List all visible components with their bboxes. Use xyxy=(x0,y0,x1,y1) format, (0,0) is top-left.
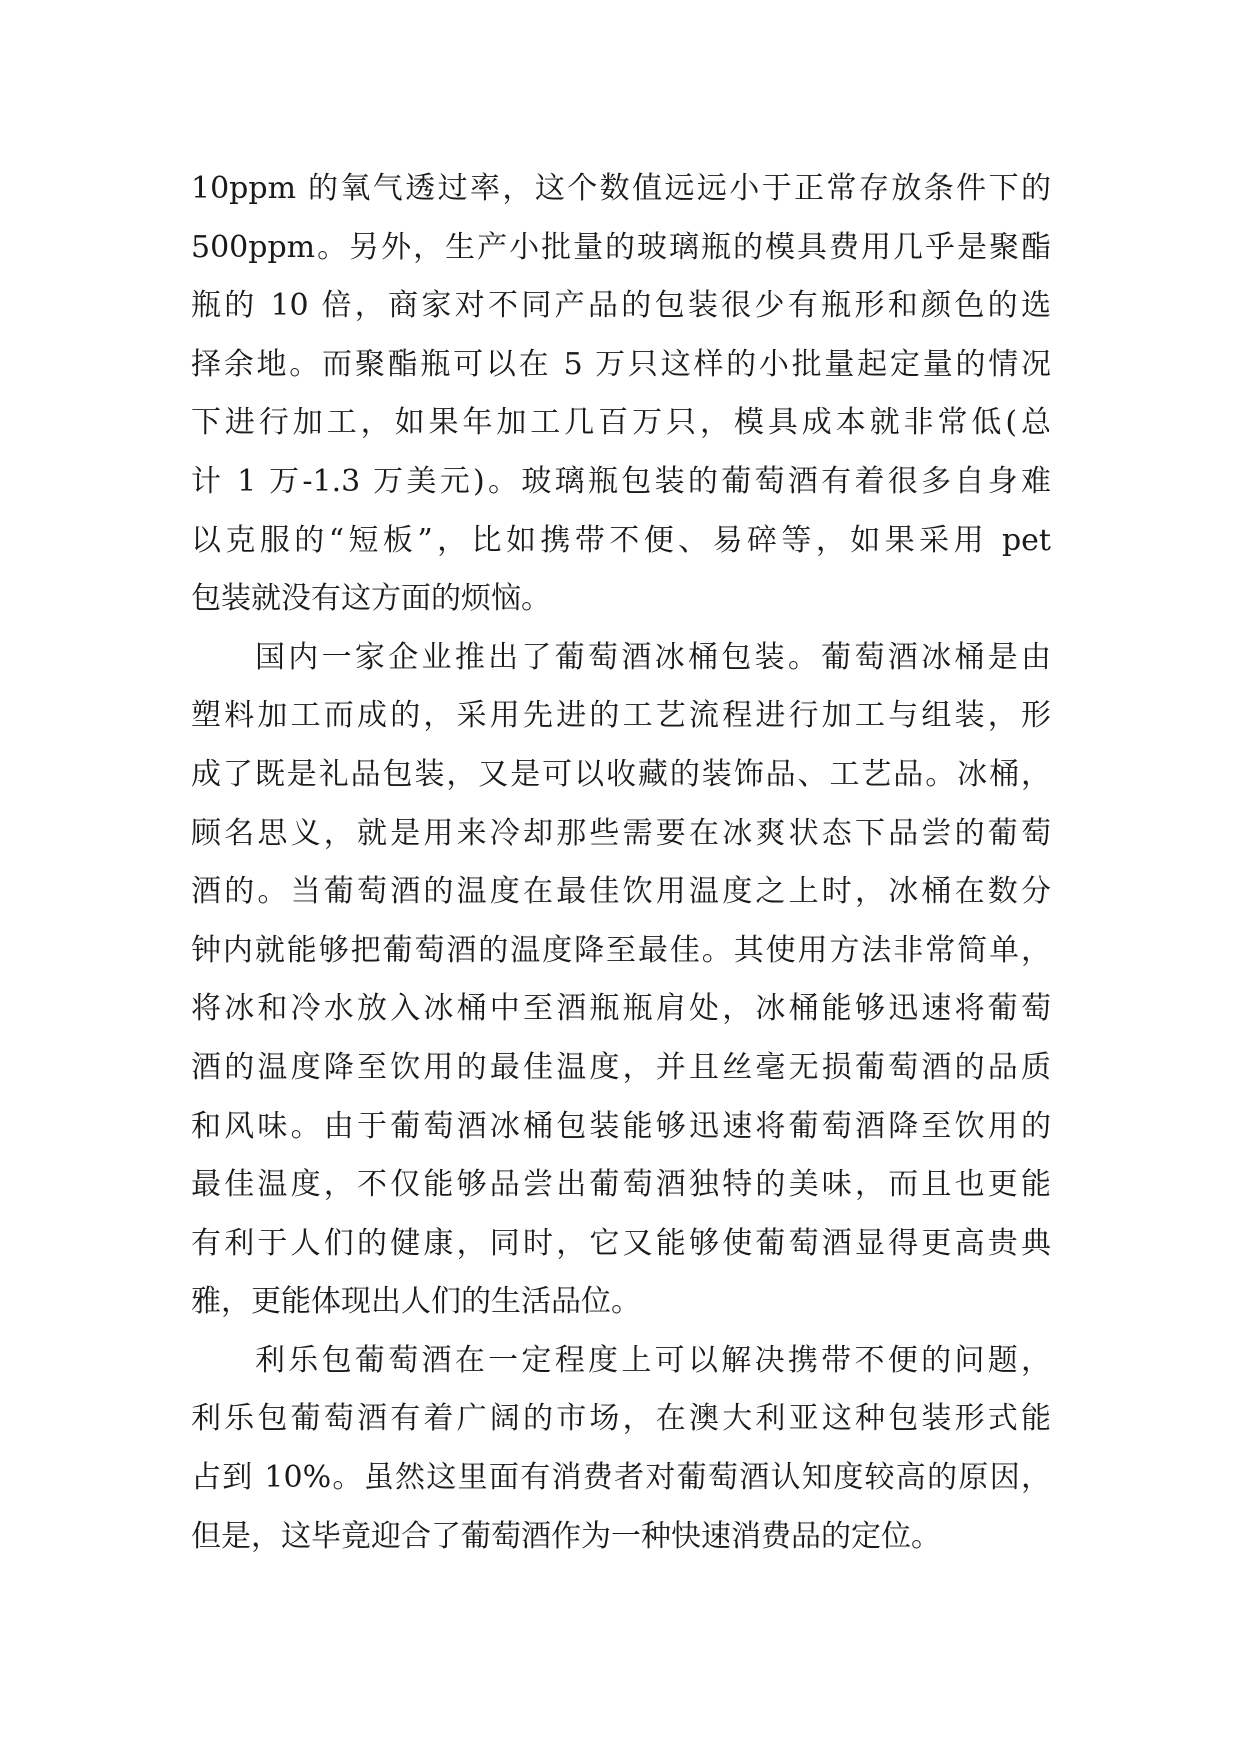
text-line: 择余地。而聚酯瓶可以在 5 万只这样的小批量起定量的情况 xyxy=(191,346,1051,382)
text-line: 酒的温度降至饮用的最佳温度，并且丝毫无损葡萄酒的品质 xyxy=(191,1049,1051,1085)
text-line: 以克服的“短板”，比如携带不便、易碎等，如果采用 pet xyxy=(191,522,1051,558)
text-line: 计 1 万-1.3 万美元)。玻璃瓶包装的葡萄酒有着很多自身难 xyxy=(191,463,1051,499)
paragraph-3 xyxy=(191,1332,1051,1566)
text-line: 500ppm。另外，生产小批量的玻璃瓶的模具费用几乎是聚酯 xyxy=(191,229,1051,265)
paragraph-1 xyxy=(191,160,1051,629)
text-line: 顾名思义，就是用来冷却那些需要在冰爽状态下品尝的葡萄 xyxy=(191,815,1051,851)
text-line: 将冰和冷水放入冰桶中至酒瓶瓶肩处，冰桶能够迅速将葡萄 xyxy=(191,991,1051,1027)
text-line: 利乐包葡萄酒有着广阔的市场，在澳大利亚这种包装形式能 xyxy=(191,1401,1051,1437)
text-line: 10ppm 的氧气透过率，这个数值远远小于正常存放条件下的 xyxy=(191,171,1051,206)
text-line: 和风味。由于葡萄酒冰桶包装能够迅速将葡萄酒降至饮用的 xyxy=(191,1108,1051,1144)
text-line: 钟内就能够把葡萄酒的温度降至最佳。其使用方法非常简单， xyxy=(191,932,1051,968)
text-line: 最佳温度，不仅能够品尝出葡萄酒独特的美味，而且也更能 xyxy=(191,1167,1051,1203)
text-line: 雅，更能体现出人们的生活品位。 xyxy=(191,1284,641,1320)
paragraph-2 xyxy=(191,629,1051,1332)
document-body xyxy=(191,160,1051,1566)
text-line: 包装就没有这方面的烦恼。 xyxy=(191,581,551,617)
text-line: 瓶的 10 倍，商家对不同产品的包装很少有瓶形和颜色的选 xyxy=(191,288,1051,324)
text-line: 下进行加工，如果年加工几百万只，模具成本就非常低(总 xyxy=(191,405,1051,441)
text-line: 但是，这毕竟迎合了葡萄酒作为一种快速消费品的定位。 xyxy=(191,1518,941,1554)
text-line: 占到 10%。虽然这里面有消费者对葡萄酒认知度较高的原因， xyxy=(191,1460,1051,1496)
text-line: 国内一家企业推出了葡萄酒冰桶包装。葡萄酒冰桶是由 xyxy=(255,639,1051,675)
text-line: 酒的。当葡萄酒的温度在最佳饮用温度之上时，冰桶在数分 xyxy=(191,874,1051,910)
text-line: 利乐包葡萄酒在一定程度上可以解决携带不便的问题， xyxy=(255,1342,1051,1378)
text-line: 成了既是礼品包装，又是可以收藏的装饰品、工艺品。冰桶， xyxy=(191,756,1051,792)
text-line: 塑料加工而成的，采用先进的工艺流程进行加工与组装，形 xyxy=(191,698,1051,734)
text-line: 有利于人们的健康，同时，它又能够使葡萄酒显得更高贵典 xyxy=(191,1225,1051,1261)
